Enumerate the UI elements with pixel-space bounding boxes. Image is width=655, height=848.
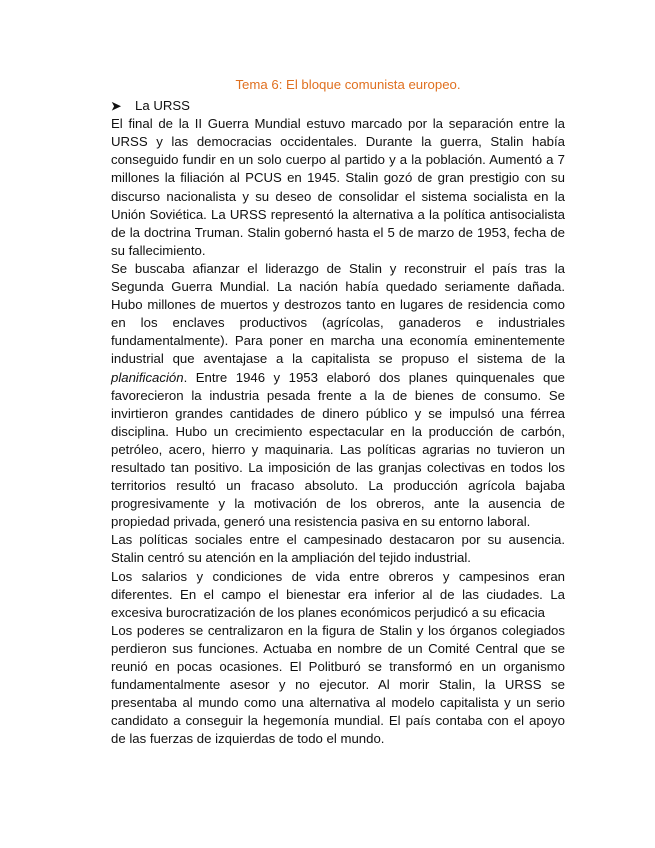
document-title: Tema 6: El bloque comunista europeo. — [235, 77, 461, 92]
paragraph-3: Las políticas sociales entre el campesinado destacaron por su ausencia. Stalin centró su atención en la ampliación del tejido industrial. — [111, 532, 565, 566]
paragraph-2 — [111, 260, 565, 531]
paragraph-2-part-2: . Entre 1946 y 1953 elaboró dos planes quinquenales que favorecieron la industria pesada frente a la de bienes de consumo. Se invirtieron grandes cantidades de dinero público y se impulsó una férrea disciplina. Hubo un crecimiento espectacular en la producción de carbón, petróleo, acero, hierro y maquinaria. Las políticas agrarias no tuvieron un resultado tan positivo. La imposición de las granjas colectivas en todos los territorios resultó un fracaso absoluto. La producción agrícola bajaba progresivamente y la motivación de los obreros, ante la ausencia de propiedad privada, generó una resistencia pasiva en su entorno laboral. — [111, 369, 565, 530]
paragraph-2-part-1: Se buscaba afianzar el liderazgo de Stalin y reconstruir el país tras la Segunda Guerra Mundial. La nación había quedado seriamente dañada. Hubo millones de muertos y destrozos tanto en lugares de residencia como en los enclaves productivos (agrícolas, ganaderos e industriales fundamentalmente). Para poner en marcha una economía eminentemente industrial que aventajase a la capitalista se propuso el sistema de la — [111, 260, 565, 367]
section-title: La URSS — [135, 98, 190, 114]
arrow-bullet-icon: ➤ — [111, 99, 122, 114]
section-heading — [111, 97, 565, 115]
document-page — [111, 76, 565, 748]
paragraph-1: El final de la II Guerra Mundial estuvo marcado por la separación entre la URSS y las democracias occidentales. Durante la guerra, Stalin había conseguido fundir en un solo cuerpo al partido y a la población. Aumentó a 7 millones la filiación al PCUS en 1945. Stalin gozó de gran prestigio con su discurso nacionalista y su deseo de consolidar el sistema socialista en la Unión Soviética. La URSS representó la alternativa a la política antisocialista de la doctrina Truman. Stalin gobernó hasta el 5 de marzo de 1953, fecha de su fallecimiento. — [111, 116, 565, 258]
paragraph-5: Los poderes se centralizaron en la figura de Stalin y los órganos colegiados perdieron sus funciones. Actuaba en nombre de un Comité Central que se reunió en pocas ocasiones. El Politburó se transformó en un organismo fundamentalmente asesor y no ejecutor. Al morir Stalin, la URSS se presentaba al mundo como una alternativa al modelo capitalista y un serio candidato a conseguir la hegemonía mundial. El país contaba con el apoyo de las fuerzas de izquierdas de todo el mundo. — [111, 622, 565, 747]
paragraph-4: Los salarios y condiciones de vida entre obreros y campesinos eran diferentes. En el campo el bienestar era inferior al de las ciudades. La excesiva burocratización de los planes económicos perjudicó a su eficacia — [111, 568, 565, 620]
paragraph-2-italic: planificación — [111, 369, 184, 385]
